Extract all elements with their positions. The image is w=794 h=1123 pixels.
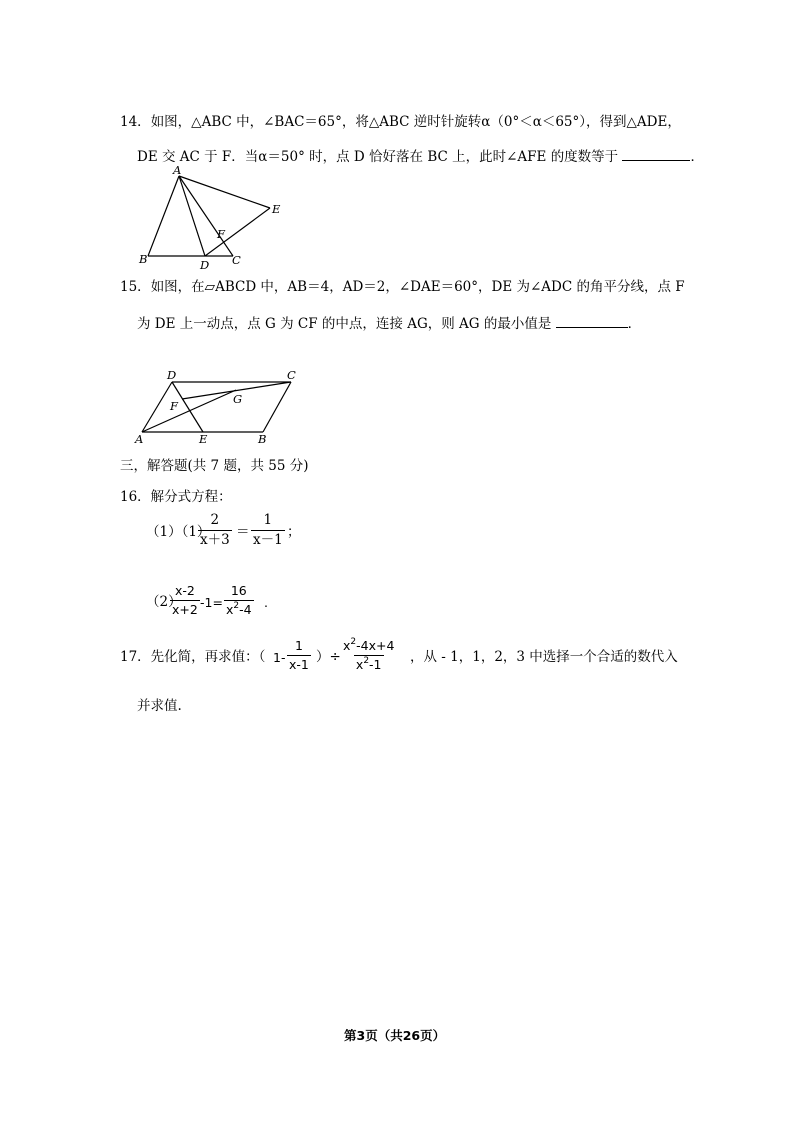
q15-line1 — [120, 281, 685, 295]
q17-divide: ）÷ — [316, 649, 341, 665]
q15-line2: 为 DE 上一动点，点 G 为 CF 的中点，连接 AG，则 AG 的最小值是 ． — [137, 313, 641, 332]
q14-line1 — [120, 116, 681, 130]
q15-figure-lines — [142, 382, 291, 432]
q16-part2-minus-one: -1= — [200, 595, 223, 610]
q14-label-e: E — [272, 202, 281, 216]
q17-one-minus: 1- — [273, 650, 286, 665]
q14-label-d: D — [200, 258, 210, 272]
q15-label-g: G — [233, 392, 243, 406]
q14-label-f: F — [217, 227, 225, 241]
q15-label-d: D — [167, 368, 177, 382]
q16-part1-lhs-fraction: $\frac{2}{x+3}$ — [200, 512, 230, 548]
q17-fraction-2: $\frac{x^2-4x+4}{x^2-1}$ — [343, 637, 395, 672]
q17-fraction-1: $\frac{1}{x-1}$ — [289, 638, 309, 672]
q15-text-line1: 如图，在▱ABCD 中，AB＝4，AD＝2，∠DAE＝60°，DE 为∠ADC 的角平分线，点 F — [150, 279, 685, 295]
section-heading: 三，解答题(共 7 题，共 55 分) — [120, 458, 309, 474]
q15-label-f: F — [170, 399, 178, 413]
q15-label-e: E — [199, 432, 208, 446]
q14-figure — [135, 165, 295, 275]
q16-part1-rhs-fraction: $\frac{1}{x-1}$ — [253, 512, 283, 548]
q16-part1-label: （1）（1） — [146, 524, 211, 540]
q15-text-line2: 为 DE 上一动点，点 G 为 CF 的中点，连接 AG，则 AG 的最小值是 — [137, 316, 552, 332]
q15-label-b: B — [258, 432, 267, 446]
q16-part1-equals: ＝ — [236, 524, 250, 540]
q14-number: 14． — [120, 114, 151, 130]
q14-label-a: A — [173, 165, 182, 177]
q15-number: 15． — [120, 279, 151, 295]
q17-line2: 并求值. — [137, 698, 182, 714]
q16-part2-lhs-fraction: $\frac{x-2}{x+2}$ — [172, 583, 198, 617]
q15-label-c: C — [287, 368, 296, 382]
q16-part2-end: . — [264, 595, 268, 610]
q15-answer-blank[interactable] — [556, 313, 628, 328]
q17-prefix: 17．先化简，再求值：（ — [120, 649, 266, 665]
q16-part2-rhs-fraction: $\frac{16}{x^2-4}$ — [226, 583, 252, 617]
q14-text-line2: DE 交 AC 于 F．当α＝50° 时，点 D 恰好落在 BC 上，此时∠AFE 的度数等于 — [137, 149, 619, 165]
q15-label-a: A — [135, 432, 144, 446]
q14-label-b: B — [139, 252, 148, 266]
q17-suffix: ，从 - 1，1，2，3 中选择一个合适的数代入 — [410, 649, 678, 665]
q16-part2-label: （2） — [146, 594, 182, 610]
q14-figure-lines — [148, 176, 270, 256]
page-footer: 第3页（共26页） — [344, 1028, 446, 1043]
q16-part1-end: ； — [287, 524, 301, 540]
q14-answer-blank[interactable] — [622, 146, 690, 161]
q14-text-line1: 如图，△ABC 中，∠BAC＝65°，将△ABC 逆时针旋转α（0°＜α＜65°），得到△ADE， — [150, 114, 681, 130]
q16-title: 16．解分式方程： — [120, 489, 232, 505]
q15-figure — [132, 365, 317, 447]
q14-line2: DE 交 AC 于 F．当α＝50° 时，点 D 恰好落在 BC 上，此时∠AFE 的度数等于 ． — [137, 146, 704, 165]
q14-label-c: C — [232, 253, 241, 267]
